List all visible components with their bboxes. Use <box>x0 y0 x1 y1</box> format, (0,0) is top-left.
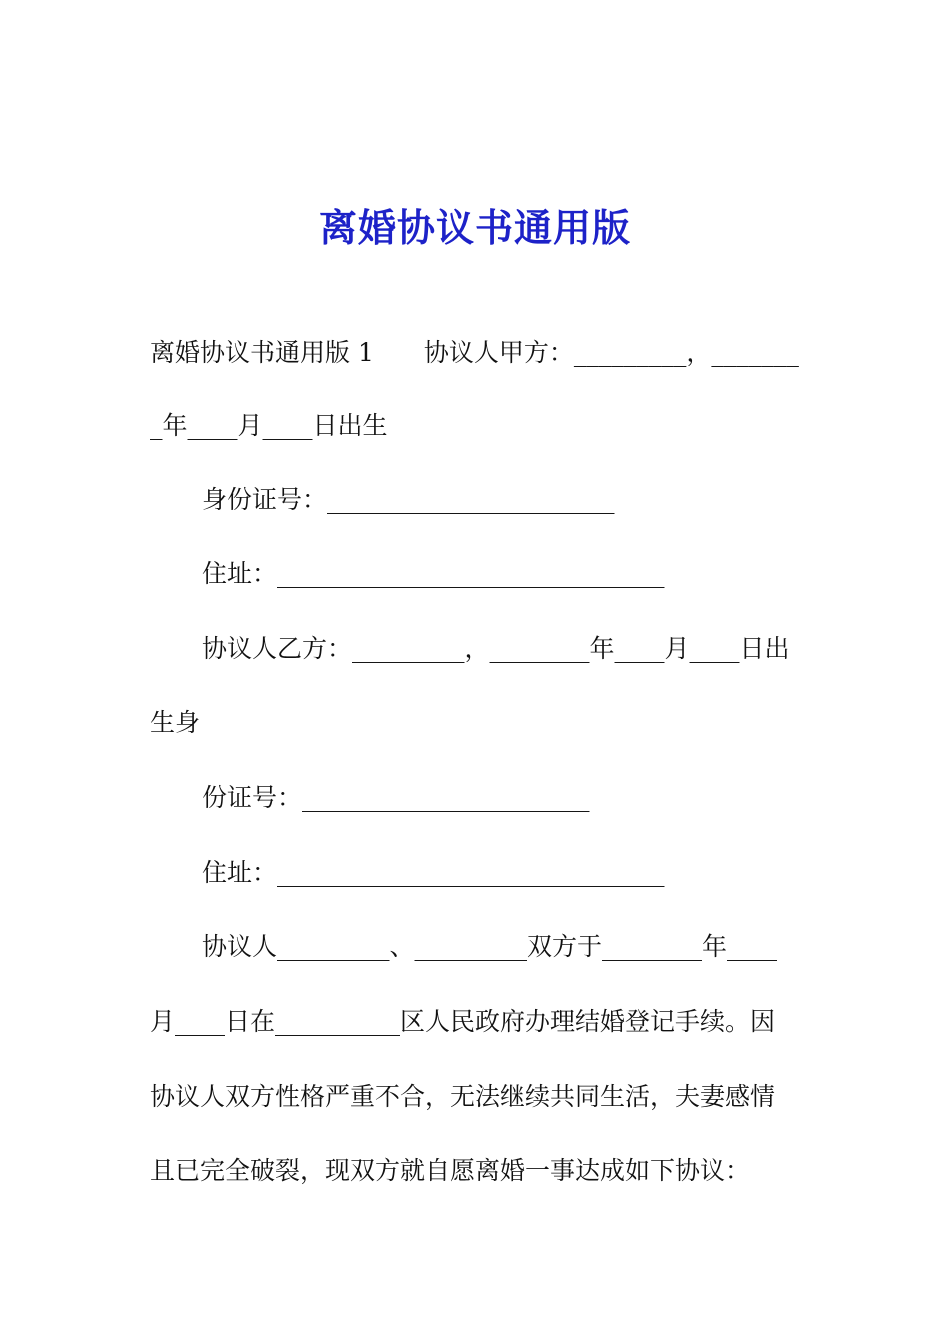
paragraph-line: 生身 <box>150 708 201 737</box>
paragraph-line: 协议人_________、_________双方于________年____ <box>202 932 778 961</box>
paragraph-line: 份证号：_______________________ <box>202 783 590 812</box>
paragraph-line: _年____月____日出生 <box>150 411 388 440</box>
paragraph-line: 住址：_______________________________ <box>202 559 665 588</box>
paragraph-line: 身份证号：_______________________ <box>202 485 615 514</box>
paragraph-line: 离婚协议书通用版 1 协议人甲方：_________，_______ <box>150 338 799 367</box>
page-title: 离婚协议书通用版 <box>318 205 631 251</box>
paragraph-line: 协议人双方性格严重不合，无法继续共同生活，夫妻感情 <box>150 1082 776 1111</box>
paragraph-line: 协议人乙方：_________，________年____月____日出 <box>202 634 790 663</box>
paragraph-line: 月____日在__________区人民政府办理结婚登记手续。因 <box>150 1007 776 1036</box>
paragraph-line: 且已完全破裂，现双方就自愿离婚一事达成如下协议： <box>150 1156 751 1185</box>
paragraph-line: 住址：_______________________________ <box>202 858 665 887</box>
